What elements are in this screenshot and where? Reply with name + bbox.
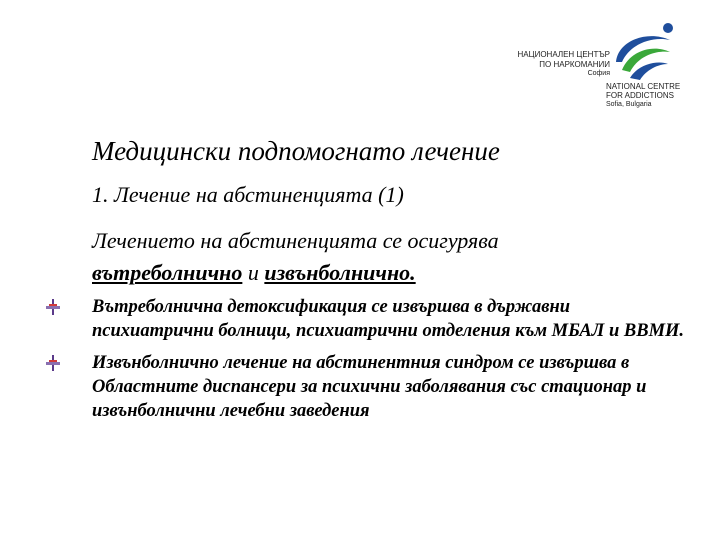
intro-paragraph — [92, 225, 692, 289]
para-and: и — [242, 260, 265, 285]
para-inpatient: вътреболнично — [92, 260, 243, 285]
bullet-text: Извънболнично лечение на абстинентния синдром се извършва в Областните диспансери за психични заболявания със стационар и извънболнични лечебни заведения — [92, 353, 647, 421]
logo-en-line1: NATIONAL CENTRE — [606, 82, 681, 91]
logo-globe-icon — [608, 22, 678, 84]
logo-en-city: Sofia, Bulgaria — [606, 101, 652, 108]
slide-title: Медицински подпомогнато лечение — [92, 136, 500, 166]
bullet-list — [46, 295, 686, 431]
logo-en-line2: FOR ADDICTIONS — [606, 91, 675, 100]
logo-text-bulgarian — [500, 50, 610, 79]
list-item — [46, 351, 686, 423]
nca-logo — [500, 22, 690, 122]
para-line1: Лечението на абстиненцията се осигурява — [92, 228, 499, 253]
logo-bg-line1: НАЦИОНАЛЕН ЦЕНТЪР — [517, 50, 610, 59]
logo-bg-city: София — [587, 70, 610, 77]
slide-subtitle: 1. Лечение на абстиненцията (1) — [92, 182, 404, 207]
bullet-cross-icon — [46, 355, 60, 371]
bullet-cross-icon — [46, 299, 60, 315]
logo-text-english — [606, 82, 680, 109]
bullet-text: Вътреболнична детоксификация се извършва в държавни психиатрични болници, психиатрични отделения към МБАЛ и ВВМИ. — [92, 297, 685, 341]
logo-bg-line2: ПО НАРКОМАНИИ — [539, 59, 610, 69]
para-outpatient: извънболнично. — [264, 260, 416, 285]
list-item — [46, 295, 686, 343]
